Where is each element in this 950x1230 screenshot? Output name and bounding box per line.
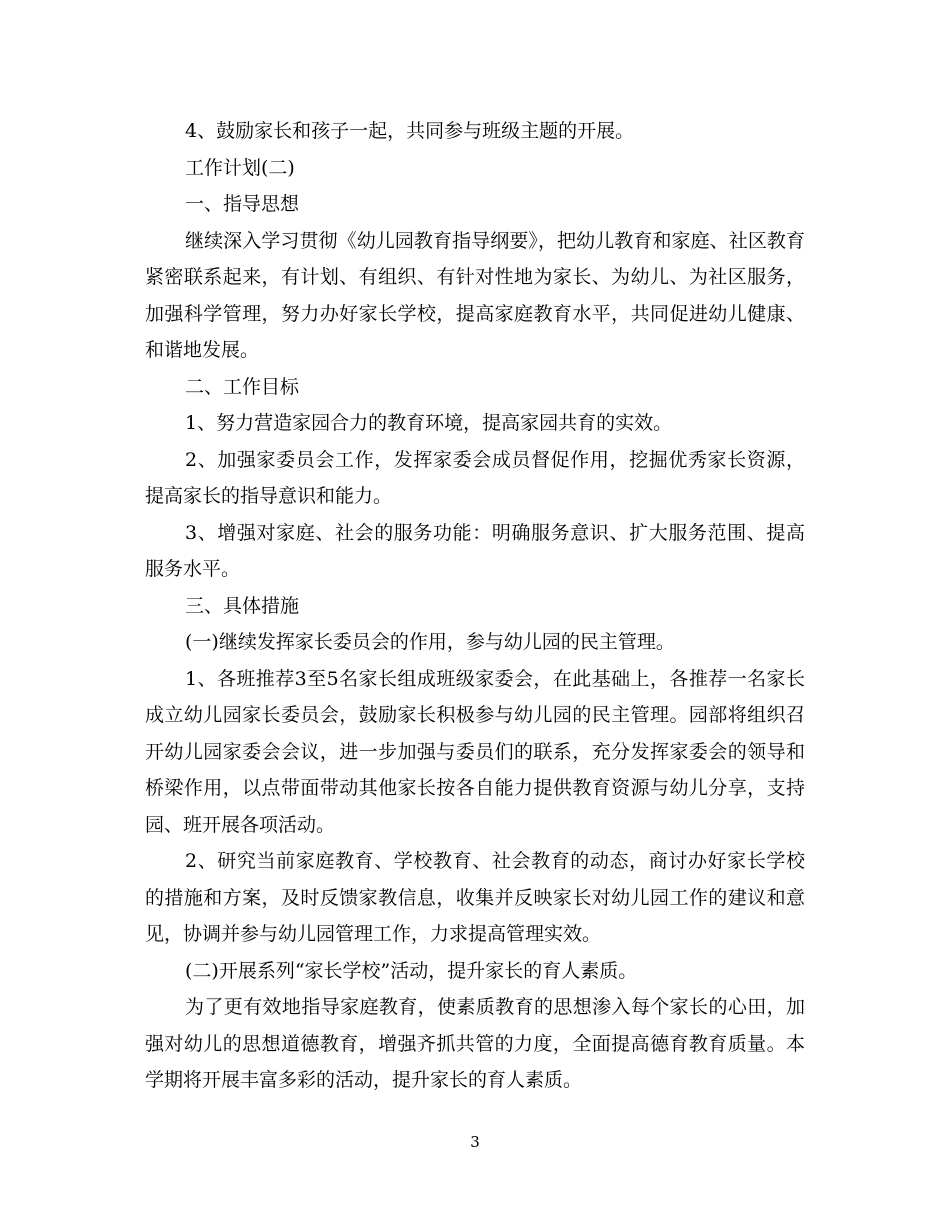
subheading-parent-committee: (一)继续发挥家长委员会的作用，参与幼儿园的民主管理。 (185, 631, 675, 653)
subheading-parent-school: (二)开展系列“家长学校”活动，提升家长的育人素质。 (185, 959, 638, 982)
goal-item-1: 1、努力营造家园合力的教育环境，提高家园共育的实效。 (185, 412, 673, 434)
paragraph-item-encourage-parents: 4、鼓励家长和孩子一起，共同参与班级主题的开展。 (185, 120, 635, 142)
paragraph-parent-school: 为了更有效地指导家庭教育，使素质教育的思想渗入每个家长的心田，加强对幼儿的思想道德教育，增强齐抓共管的力度，全面提高德育教育质量。本学期将开展丰富多彩的活动，提升家长的育人素质。 (145, 996, 805, 1091)
document-body (145, 113, 805, 1099)
section-title-work-plan-2: 工作计划(二) (185, 156, 295, 179)
measure-item-1: 1、各班推荐3至5名家长组成班级家委会，在此基础上，各推荐一名家长成立幼儿园家长委员会，鼓励家长积极参与幼儿园的民主管理。园部将组织召开幼儿园家委会会议，进一步加强与委员们的联系，充分发挥家委会的领导和桥梁作用，以点带面带动其他家长按各自能力提供教育资源与幼儿分享，支持园、班开展各项活动。 (145, 667, 805, 836)
goal-item-3: 3、增强对家庭、社会的服务功能：明确服务意识、扩大服务范围、提高服务水平。 (145, 521, 805, 580)
heading-specific-measures: 三、具体措施 (185, 594, 300, 617)
goal-item-2: 2、加强家委员会工作，发挥家委会成员督促作用，挖掘优秀家长资源，提高家长的指导意识和能力。 (145, 448, 805, 507)
measure-item-2: 2、研究当前家庭教育、学校教育、社会教育的动态，商讨办好家长学校的措施和方案，及时反馈家教信息，收集并反映家长对幼儿园工作的建议和意见，协调并参与幼儿园管理工作，力求提高管理实效。 (145, 850, 805, 945)
heading-guiding-ideology: 一、指导思想 (185, 193, 300, 215)
paragraph-guiding-ideology: 继续深入学习贯彻《幼儿园教育指导纲要》，把幼儿教育和家庭、社区教育紧密联系起来，有计划、有组织、有针对性地为家长、为幼儿、为社区服务，加强科学管理，努力办好家长学校，提高家庭教育水平，共同促进幼儿健康、和谐地发展。 (145, 229, 805, 361)
heading-work-goals: 二、工作目标 (185, 375, 300, 398)
page-number: 3 (470, 1133, 480, 1151)
